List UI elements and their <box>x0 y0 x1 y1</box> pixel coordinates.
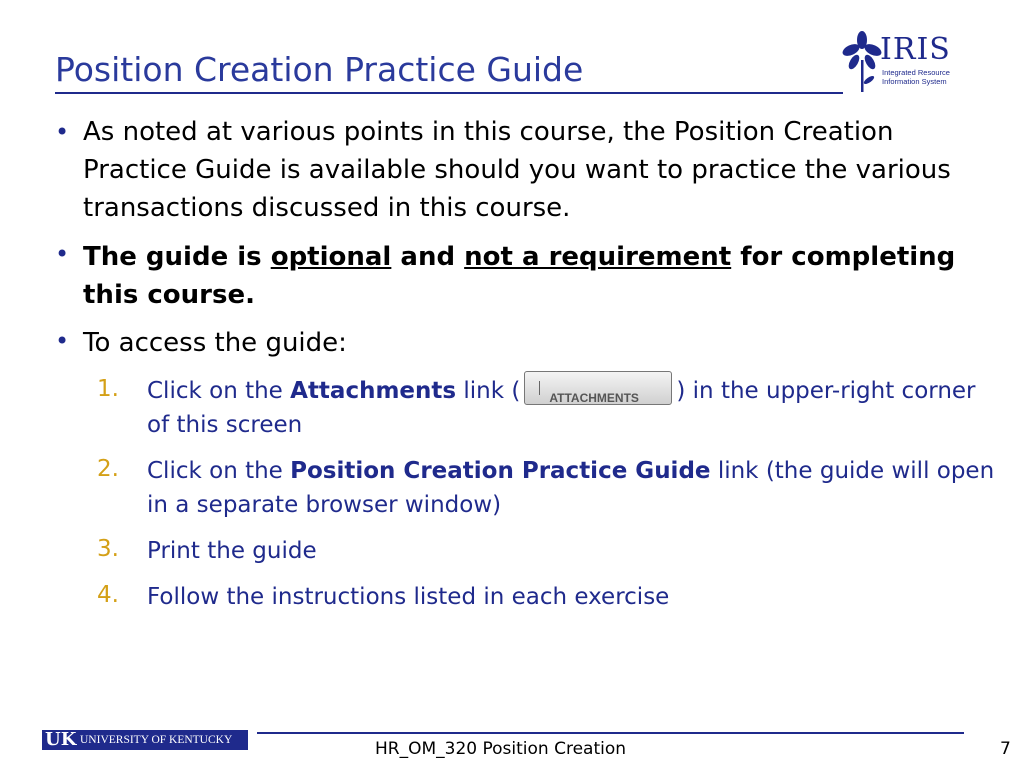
uk-logo <box>42 730 248 750</box>
attachments-button-image: ATTACHMENTS <box>524 371 672 405</box>
step-2-number: 2. <box>97 456 119 482</box>
page-number: 7 <box>1000 739 1011 759</box>
step-1-text: Click on the Attachments link ( ATTACHMENTS ) in the upper-right corner of this screen <box>147 374 997 442</box>
iris-subtitle: Integrated Resource Information System <box>882 68 950 86</box>
iris-wordmark: IRIS <box>880 32 951 67</box>
uk-name: UNIVERSITY OF KENTUCKY <box>80 734 233 746</box>
step-4-number: 4. <box>97 582 119 608</box>
bullet-dot-icon: • <box>55 327 70 355</box>
step-3-text: Print the guide <box>147 538 317 564</box>
uk-mark: UK <box>45 729 77 750</box>
bullet-1-text: As noted at various points in this course, the Position Creation Practice Guide is available should you want to practice the various transactions discussed in this course. <box>83 117 951 223</box>
footer-course-title: HR_OM_320 Position Creation <box>375 739 627 759</box>
step-1-number: 1. <box>97 376 119 402</box>
step-3-number: 3. <box>97 536 119 562</box>
bullet-3-text: To access the guide: <box>83 328 347 358</box>
step-2-text: Click on the Position Creation Practice Guide link (the guide will open in a separate browser window) <box>147 458 995 518</box>
step-4-text: Follow the instructions listed in each exercise <box>147 584 670 610</box>
divider <box>539 381 540 395</box>
bullet-dot-icon: • <box>55 240 70 268</box>
bullet-dot-icon: • <box>55 118 70 146</box>
footer-rule <box>257 732 964 734</box>
bullet-2-text: The guide is optional and not a requirement for completing this course. <box>83 242 956 310</box>
slide-title: Position Creation Practice Guide <box>55 50 584 89</box>
